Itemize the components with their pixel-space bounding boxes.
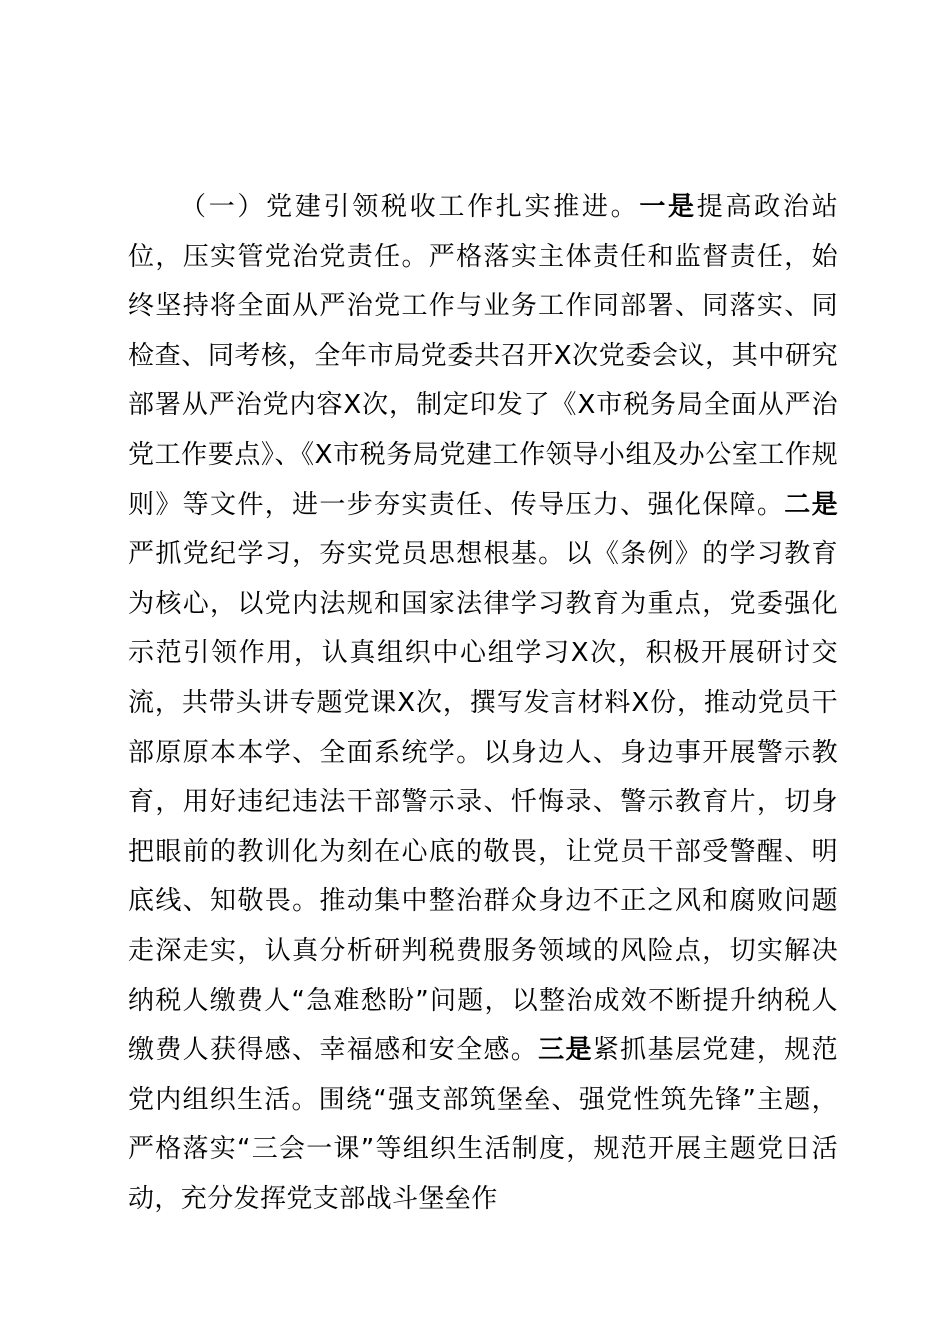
point-three-text: 紧抓基层党建，规范党内组织生活。围绕“强支部筑堡垒、强党性筑先锋”主题，严格落实“三会一课”等组织生活制度，规范开展主题党日活动，充分发挥党支部战斗堡垒作 <box>128 1035 838 1214</box>
point-two-text: 严抓党纪学习，夯实党员思想根基。以《条例》的学习教育为核心，以党内法规和国家法律学习教育为重点，党委强化示范引领作用，认真组织中心组学习X次，积极开展研讨交流，共带头讲专题党课X次，撰写发言材料X份，推动党员干部原原本本学、全面系统学。以身边人、身边事开展警示教育，用好违纪违法干部警示录、忏悔录、警示教育片，切身把眼前的教训化为刻在心底的敬畏，让党员干部受警醒、明底线、知敬畏。推动集中整治群众身边不正之风和腐败问题走深走实，认真分析研判税费服务领域的风险点，切实解决纳税人缴费人“急难愁盼”问题，以整治成效不断提升纳税人缴费人获得感、幸福感和安全感。 <box>128 539 838 1066</box>
point-three-marker: 三是 <box>538 1035 593 1066</box>
point-one-marker: 一是 <box>639 192 697 222</box>
section-heading: （一）党建引领税收工作扎实推进。 <box>180 192 640 222</box>
point-one-text: 提高政治站位，压实管党治党责任。严格落实主体责任和监督责任，始终坚持将全面从严治党工作与业务工作同部署、同落实、同检查、同考核，全年市局党委共召开X次党委会议，其中研究部署从严治党内容X次，制定印发了《X市税务局全面从严治党工作要点》、《X市税务局党建工作领导小组及办公室工作规则》等文件，进一步夯实责任、传导压力、强化保障。 <box>128 192 838 520</box>
body-paragraph <box>128 183 838 1224</box>
point-two-marker: 二是 <box>784 489 838 520</box>
